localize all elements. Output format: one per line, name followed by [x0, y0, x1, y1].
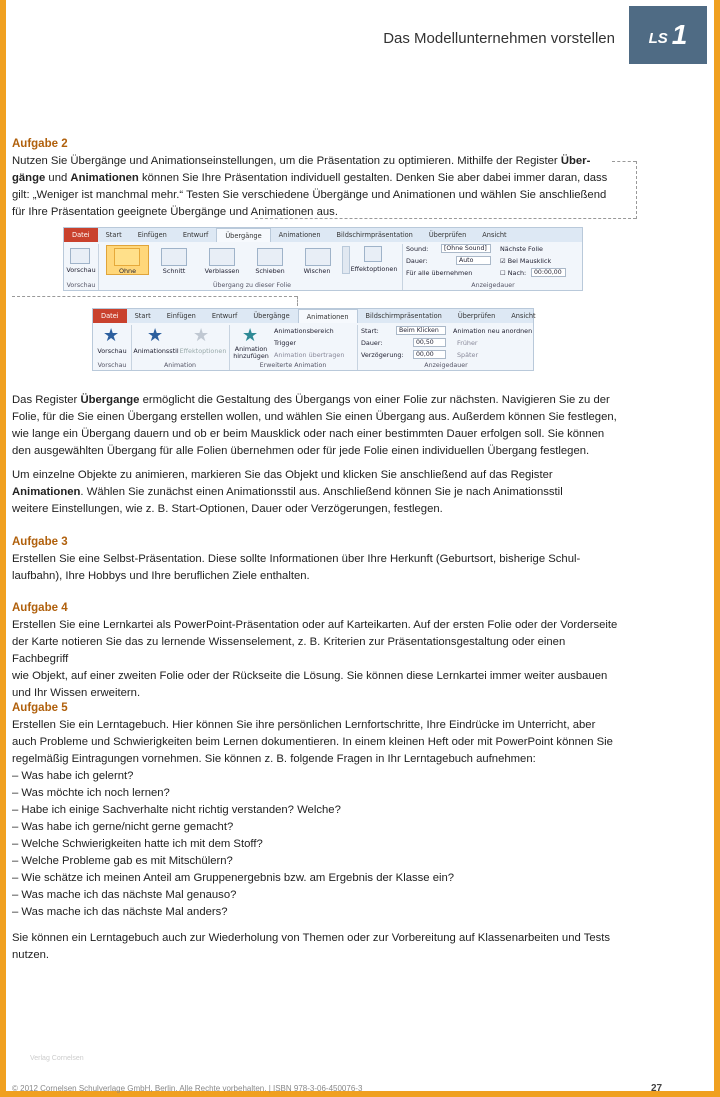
list-item: – Was mache ich das nächste Mal anders? [12, 906, 228, 918]
ribbon-animations [92, 308, 534, 371]
bold-term: Animationen [70, 172, 139, 184]
transition-fade-icon [209, 248, 235, 266]
add-animation-star-icon: ★ [242, 325, 259, 346]
copyright: © 2012 Cornelsen Schulverlage GmbH, Berlin. Alle Rechte vorbehalten. | ISBN 978-3-06-450076-3 [12, 1084, 363, 1093]
text-line: ermöglicht die Gestaltung des Übergangs von einer Folie zur nächsten. Navigieren Sie zu der [139, 394, 610, 406]
text-line: Nutzen Sie Übergänge und Animationseinstellungen, um die Präsentation zu optimieren. Mithilfe der Register [12, 155, 561, 167]
tab-animations[interactable]: Animationen [278, 231, 321, 239]
text-line: Folie, für die Sie einen Übergang erstellen wollen, und wählen Sie einen Übergang aus. Außerdem können Sie festlegen, [12, 411, 617, 423]
bold-term: gänge [12, 172, 46, 184]
transition-push[interactable]: Schieben [255, 267, 285, 275]
group-label: Animation [163, 362, 197, 369]
list-item: – Was mache ich das nächste Mal genauso? [12, 889, 237, 901]
start-select[interactable]: Beim Klicken [396, 326, 446, 335]
tab-file[interactable]: Datei [93, 309, 127, 323]
next-slide-label: Nächste Folie [500, 245, 543, 253]
chapter-tab [629, 6, 707, 64]
tab-slideshow[interactable]: Bildschirmpräsentation [336, 231, 413, 239]
sound-label: Sound: [406, 245, 429, 253]
trigger-button[interactable]: Trigger [274, 339, 297, 347]
text-line: regelmäßig Eintragungen vornehmen. Sie können z. B. folgende Fragen in Ihr Lerntagebuch aufnehmen: [12, 753, 536, 765]
list-item: – Was möchte ich noch lernen? [12, 787, 170, 799]
divider [131, 325, 132, 370]
ribbon-transitions [63, 227, 583, 291]
tab-animations[interactable]: Animationen [298, 309, 358, 323]
transition-none-icon [114, 248, 140, 266]
tab-transitions[interactable]: Übergänge [216, 228, 270, 242]
preview-button[interactable]: Vorschau [66, 266, 96, 274]
callout-line [297, 296, 298, 306]
text-line: Sie können ein Lerntagebuch auch zur Wiederholung von Themen oder zur Vorbereitung auf Klassenarbeiten und Tests [12, 932, 611, 944]
list-item: – Habe ich einige Sachverhalte nicht richtig verstanden? Welche? [12, 804, 341, 816]
tab-insert[interactable]: Einfügen [166, 312, 196, 320]
list-item: – Wie schätze ich meinen Anteil am Gruppenergebnis bzw. am Ergebnis der Klasse ein? [12, 872, 455, 884]
tab-review[interactable]: Überprüfen [428, 231, 467, 239]
transition-cut[interactable]: Schnitt [162, 267, 186, 275]
effect-options-star-icon: ★ [193, 325, 210, 346]
duration-input[interactable]: Auto [456, 256, 491, 265]
aufgabe-2-heading: Aufgabe 2 [12, 138, 68, 150]
group-label: Vorschau [66, 282, 96, 289]
animation-pane-button[interactable]: Animationsbereich [274, 327, 334, 335]
list-item: – Was habe ich gelernt? [12, 770, 134, 782]
text-line: Das Register [12, 394, 81, 406]
sound-select[interactable]: [Ohne Sound] [441, 244, 491, 253]
text-line: . Wählen Sie zunächst einen Animationsstil aus. Anschließend können Sie je nach Animationsstil [80, 486, 563, 498]
callout-line [255, 218, 636, 219]
delay-input[interactable]: 00,00 [413, 350, 446, 359]
text-line: der Karte notieren Sie das zu lernende Wissenselement, z. B. Kriterien zur Präsentationsgestaltung oder einen Fachbegriff [12, 636, 566, 665]
after-input[interactable]: 00:00,00 [531, 268, 566, 277]
divider [229, 325, 230, 370]
preview-button[interactable]: Vorschau [97, 347, 127, 355]
list-item: – Was habe ich gerne/nicht gerne gemacht? [12, 821, 234, 833]
on-click-checkbox[interactable]: ☑ Bei Mausklick [500, 257, 552, 265]
group-label: Erweiterte Animation [259, 362, 327, 369]
aufgabe-2-text [12, 153, 618, 221]
text-line: Um einzelne Objekte zu animieren, markieren Sie das Objekt und klicken Sie anschließend auf das Register [12, 469, 553, 481]
effect-options-button[interactable]: Effektoptionen [350, 265, 398, 273]
aufgabe-3 [12, 534, 618, 585]
reorder-label: Animation neu anordnen [453, 327, 533, 335]
after-checkbox[interactable]: ☐ Nach: [500, 269, 527, 277]
text-line: wie Objekt, auf einer zweiten Folie oder der Rückseite die Lösung. Sie können diese Lernkartei immer weiter ausbauen [12, 670, 608, 682]
list-item: – Welche Probleme gab es mit Mitschülern? [12, 855, 233, 867]
duration-label: Dauer: [361, 339, 383, 347]
text-line: nutzen. [12, 949, 50, 961]
page-title: Das Modellunternehmen vorstellen [383, 30, 615, 47]
text-line: den ausgewählten Übergang für alle Folien übernehmen oder für jede Folie einen individuellen Übergang festlegen. [12, 445, 590, 457]
aufgabe-5-heading: Aufgabe 5 [12, 702, 68, 714]
callout-line [12, 296, 297, 297]
chapter-prefix: LS [648, 29, 668, 47]
aufgabe-5 [12, 700, 618, 964]
text-line: Erstellen Sie eine Selbst-Präsentation. Diese sollte Informationen über Ihre Herkunft (Geburtsort, bisherige Schul- [12, 553, 581, 565]
divider [357, 325, 358, 370]
explanation-animations [12, 467, 618, 518]
move-later-button[interactable]: Später [457, 351, 479, 359]
text-line: und [45, 172, 71, 184]
tab-slideshow[interactable]: Bildschirmpräsentation [365, 312, 442, 320]
tab-review[interactable]: Überprüfen [457, 312, 496, 320]
text-line: weitere Einstellungen, wie z. B. Start-Optionen, Dauer oder Verzögerungen, festlegen. [12, 503, 443, 515]
bold-term: Animationen [12, 486, 81, 498]
effect-options-button[interactable]: Effektoptionen [179, 347, 227, 355]
apply-all-button[interactable]: Für alle übernehmen [406, 269, 473, 277]
text-line: für Ihre Präsentation geeignete Übergänge und Animationen aus. [12, 206, 338, 218]
text-line: Erstellen Sie eine Lernkartei als PowerPoint-Präsentation oder auf Karteikarten. Auf der ersten Folie oder der Vorderseite [12, 619, 618, 631]
transition-wipe[interactable]: Wischen [303, 267, 331, 275]
tab-insert[interactable]: Einfügen [137, 231, 167, 239]
group-label: Anzeigedauer [424, 362, 468, 369]
preview-star-icon: ★ [103, 325, 120, 346]
group-label: Übergang zu dieser Folie [212, 282, 292, 289]
ribbon-tabs [93, 309, 536, 323]
transition-fade[interactable]: Verblassen [204, 267, 240, 275]
on-click-label: Bei Mausklick [507, 257, 552, 265]
list-item: – Welche Schwierigkeiten hatte ich mit dem Stoff? [12, 838, 263, 850]
chapter-number: 1 [671, 19, 688, 50]
ribbon-tabs [64, 228, 582, 242]
tab-design[interactable]: Entwurf [211, 312, 238, 320]
callout-line [636, 161, 637, 219]
preview-icon [70, 248, 90, 264]
start-label: Start: [361, 327, 379, 335]
tab-view[interactable]: Ansicht [482, 231, 507, 239]
transition-none[interactable]: Ohne [118, 267, 137, 275]
page-number: 27 [651, 1083, 663, 1094]
duration-input[interactable]: 00,50 [413, 338, 446, 347]
group-label: Anzeigedauer [471, 282, 515, 289]
text-line: wie lange ein Übergang dauern und ob er beim Mausklick oder nach einer bestimmten Dauer erfolgen soll. Sie können [12, 428, 605, 440]
after-label: Nach: [507, 269, 527, 277]
add-animation-button[interactable]: Animation hinzufügen [233, 345, 269, 360]
tab-design[interactable]: Entwurf [182, 231, 209, 239]
divider [98, 244, 99, 290]
animation-style-star-icon: ★ [147, 325, 164, 346]
watermark: Verlag Cornelsen [30, 1055, 84, 1062]
effect-options-icon [364, 246, 382, 262]
group-label: Vorschau [97, 362, 127, 369]
tab-start[interactable]: Start [134, 312, 151, 320]
aufgabe-4-heading: Aufgabe 4 [12, 602, 68, 614]
callout-line [612, 161, 636, 162]
aufgabe-4 [12, 600, 618, 702]
text-line: auch Probleme und Schwierigkeiten beim Lernen dokumentieren. In einem kleinen Heft oder mit PowerPoint können Sie [12, 736, 613, 748]
tab-file[interactable]: Datei [64, 228, 98, 242]
text-line: gilt: „Weniger ist manchmal mehr.“ Testen Sie verschiedene Übergänge und Animationen und wählen Sie anschließend [12, 189, 607, 201]
animation-painter-button[interactable]: Animation übertragen [274, 351, 345, 359]
delay-label: Verzögerung: [361, 351, 404, 359]
move-earlier-button[interactable]: Früher [457, 339, 478, 347]
tab-start[interactable]: Start [105, 231, 122, 239]
question-list [12, 768, 618, 921]
bold-term: Übergange [80, 394, 140, 406]
animation-style-button[interactable]: Animationsstil [133, 347, 179, 355]
tab-transitions[interactable]: Übergänge [253, 312, 290, 320]
transition-wipe-icon [305, 248, 331, 266]
bold-term: Über- [560, 155, 591, 167]
tab-view[interactable]: Ansicht [511, 312, 536, 320]
text-line: Erstellen Sie ein Lerntagebuch. Hier können Sie ihre persönlichen Lernfortschritte, Ihre Eindrücke im Unterricht, aber [12, 719, 596, 731]
aufgabe-3-heading: Aufgabe 3 [12, 536, 68, 548]
transition-push-icon [257, 248, 283, 266]
text-line: und Ihr Wissen erweitern. [12, 687, 141, 699]
explanation-transitions [12, 392, 618, 460]
text-line: laufbahn), Ihre Hobbys und Ihre beruflichen Ziele enthalten. [12, 570, 310, 582]
aufgabe-2 [12, 136, 618, 221]
text-line: können Sie Ihre Präsentation individuell gestalten. Denken Sie aber dabei immer daran, dass [138, 172, 608, 184]
transition-cut-icon [161, 248, 187, 266]
duration-label: Dauer: [406, 257, 428, 265]
divider [402, 244, 403, 290]
